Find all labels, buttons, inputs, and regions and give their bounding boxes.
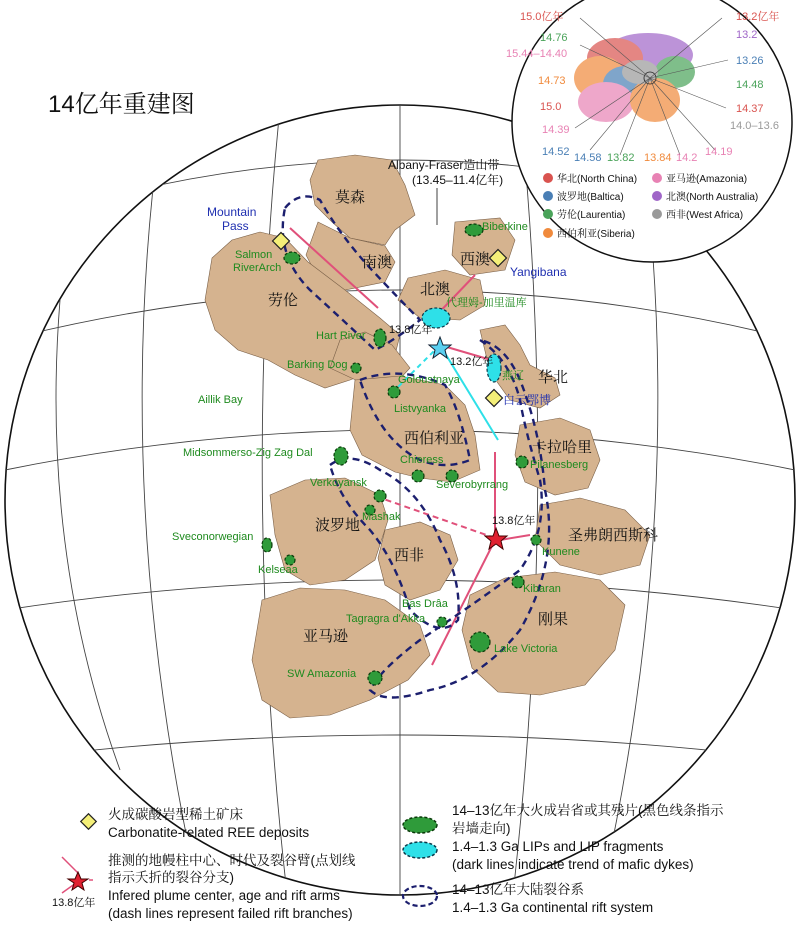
inset-label-l1: 14.76 [540,32,568,44]
label-goloustnaya: Goloustnaya [398,374,460,386]
label-salmon-river-1: Salmon [235,249,273,261]
lip-kunene [531,535,541,545]
lip-listvyanka [388,386,400,398]
inset-label-l5: 14.39 [542,124,570,136]
label-plume-age-south: 13.8亿年 [492,515,536,527]
inset-legend-label: 波罗地(Baltica) [557,192,624,203]
inset-label-r5: 14.0–13.6 [730,120,779,132]
label-chieress: Chieress [400,454,444,466]
label-sw-amazonia: SW Amazonia [287,668,357,680]
label-laurentia: 劳伦 [268,292,299,309]
inset-legend-swatch [652,191,662,201]
inset-legend-swatch [543,191,553,201]
label-siberia: 西伯利亚 [404,430,465,447]
label-barking-dog: Barking Dog [287,359,348,371]
inset-label-r2: 13.26 [736,55,764,67]
legend-plume-cn1: 推测的地幔柱中心、时代及裂谷臂(点划线 [108,853,356,868]
label-west-africa: 西非 [394,547,425,564]
label-midsommerso: Midsommerso-Zig Zag Dal [183,447,313,459]
lip-biberkine [465,224,483,236]
lip-sw-amazonia [368,671,382,685]
label-north-australia: 北澳 [420,281,451,298]
inset-label-b1: 13.82 [607,152,635,164]
label-bayan-obo: 白云鄂博 [503,393,552,407]
inset-label-r1: 13.2 [736,29,758,41]
legend-lip-en2: (dark lines indicate trend of mafic dykes) [452,857,694,872]
inset-label-l4: 15.0 [540,101,562,113]
legend-ree-symbol [81,814,97,830]
label-hart-river: Hart River [316,330,366,342]
legend-ree-en: Carbonatite-related REE deposits [108,825,310,840]
legend-plume-age: 13.8亿年 [52,897,96,909]
label-bas-draa: Bas Drâa [402,598,448,610]
lip-salmon-river [284,252,300,264]
label-kunene: Kunene [542,546,580,558]
label-pilanesberg: Pilanesberg [530,459,589,471]
inset-legend-label: 华北(North China) [557,174,638,185]
inset-label-r6: 14.19 [705,146,733,158]
inset-label-r3: 14.48 [736,79,764,91]
label-tagragra: Tagragra d'Akka [346,613,426,625]
label-albany-fraser-2: (13.45–11.4亿年) [412,173,504,187]
inset-legend-label: 西伯利亚(Siberia) [557,229,635,240]
label-congo: 刚果 [538,611,569,628]
legend-lip-en1: 1.4–1.3 Ga LIPs and LIP fragments [452,839,664,854]
label-baltica: 波罗地 [315,517,361,534]
label-west-australia: 西澳 [460,251,491,268]
legend-lip-cn1: 14–13亿年大火成岩省或其残片(黑色线条指示 [452,803,724,818]
label-plume-age-north: 13.8亿年 [389,324,433,336]
inset-label-b0: 14.58 [574,152,602,164]
lip-pilanesberg [516,456,528,468]
label-sao-francisco: 圣弗朗西斯科 [568,527,659,544]
label-kelseaa: Kelseaa [258,564,298,576]
lip-barking-dog [351,363,361,373]
page-title: 14亿年重建图 [48,91,195,118]
label-mountain-pass-2: Pass [222,219,249,233]
inset-label-l6: 14.52 [542,146,570,158]
continent-kalahari [515,418,600,495]
inset-legend-label: 北澳(North Australia) [666,192,759,203]
inset-legend-label: 西非(West Africa) [666,210,744,221]
label-aillik-bay: Aillik Bay [198,394,243,406]
label-mawson: 莫森 [335,189,366,206]
label-north-china: 华北 [538,369,569,386]
label-mountain-pass-1: Mountain [207,205,257,219]
label-derim: 代理姆-加里温库 [446,297,527,309]
inset-label-b3: 14.2 [676,152,698,164]
lip-chieress [412,470,424,482]
legend-plume-en1: Infered plume center, age and rift arms [108,888,340,903]
label-kalahari: 卡拉哈里 [532,439,593,456]
inset-label-l2: 15.44–14.40 [506,48,568,60]
legend-plume-cn2: 指示夭折的裂谷分支) [108,870,234,885]
inset-label-l3: 14.73 [538,75,566,87]
inset-label-l0: 15.0亿年 [520,11,564,23]
label-kibaran: Kibaran [523,583,561,595]
label-salmon-river-2: RiverArch [233,262,282,274]
legend-ree-cn: 火成碳酸岩型稀土矿床 [108,807,243,822]
label-plume-age-center: 13.2亿年 [450,356,494,368]
inset-legend-swatch [652,209,662,219]
label-yangibana: Yangibana [510,265,567,279]
inset-legend-swatch [543,173,553,183]
inset-legend-label: 劳伦(Laurentia) [557,210,626,221]
inset-legend-swatch [543,209,553,219]
lip-verkoyansk [374,490,386,502]
inset-legend-swatch [543,228,553,238]
label-biberkine: Biberkine [482,221,528,233]
inset-legend-label: 亚马逊(Amazonia) [666,174,748,185]
label-amazonia: 亚马逊 [303,628,349,645]
legend-lip-symbol [403,817,437,833]
label-mashak: Mashak [362,511,401,523]
inset-label-r0: 13.2亿年 [736,11,780,23]
legend-rift-en: 1.4–1.3 Ga continental rift system [452,900,654,915]
legend-lip-cn2: 岩墙走向) [452,821,511,836]
legend-dyke-symbol [403,842,437,858]
label-severobyrrang: Severobyrrang [436,479,509,491]
inset-label-r4: 14.37 [736,103,764,115]
label-lake-victoria: Lake Victoria [494,643,558,655]
legend-plume-en2: (dash lines represent failed rift branches) [108,906,353,921]
lip-midsommerso [334,447,348,465]
label-sveconorwegian: Sveconorwegian [172,531,254,543]
inset-legend-swatch [652,173,662,183]
label-verkoyansk: Verkoyansk [310,477,367,489]
lip-bas-draa [437,617,447,627]
label-south-australia: 南澳 [362,254,393,271]
label-yanliao: 燕辽 [502,370,524,382]
lip-sveconorwegian [262,538,272,552]
label-listvyanka: Listvyanka [394,403,446,415]
lip-hart-river [374,329,386,347]
label-albany-fraser-1: Albany-Fraser造山带 [388,158,500,172]
lip-lake-victoria [470,632,490,652]
inset-label-b2: 13.84 [644,152,672,164]
legend-rift-cn: 14–13亿年大陆裂谷系 [452,882,585,897]
